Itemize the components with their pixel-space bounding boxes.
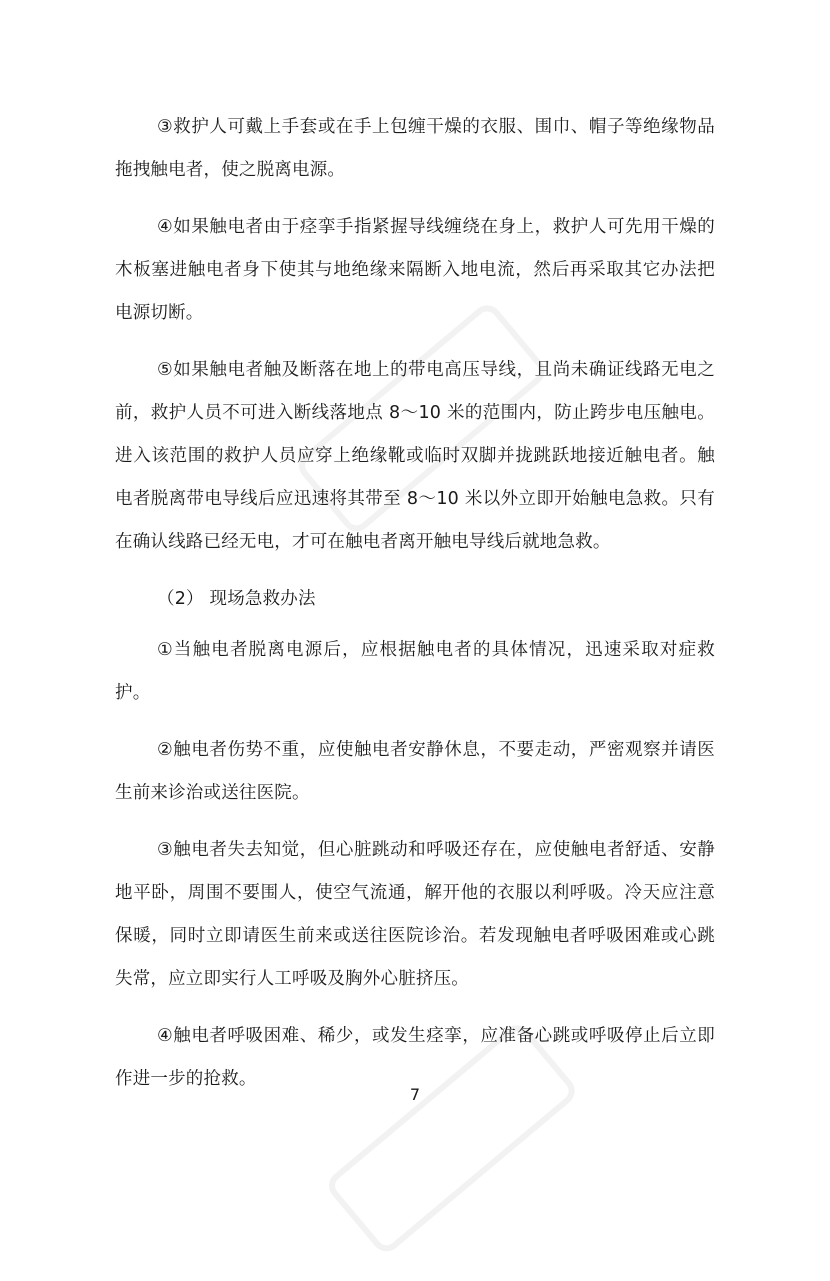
paragraph-rescue-high-voltage: ⑤如果触电者触及断落在地上的带电高压导线，且尚未确证线路无电之前，救护人员不可进入断线落地点 8～10 米的范围内，防止跨步电压触电。进入该范围的救护人员应穿上绝缘靴或临时双脚并拢跳跃地接近触电者。触电者脱离带电导线后应迅速将其带至 8～10 米以外立即开始触电急救。只有在确认线路已经无电，才可在触电者离开触电导线后就地急救。 <box>115 360 715 552</box>
paragraph-rescue-spasm: ④如果触电者由于痉挛手指紧握导线缠绕在身上，救护人可先用干燥的木板塞进触电者身下使其与地绝缘来隔断入地电流，然后再采取其它办法把电源切断。 <box>115 217 715 323</box>
paragraph-rescue-insulation: ③救护人可戴上手套或在手上包缠干燥的衣服、围巾、帽子等绝缘物品拖拽触电者，使之脱离电源。 <box>115 117 715 180</box>
paragraph-first-aid-4: ④触电者呼吸困难、稀少，或发生痉挛，应准备心跳或呼吸停止后立即作进一步的抢救。 <box>115 1026 715 1089</box>
document-body <box>115 106 715 1115</box>
paragraph-first-aid-1: ①当触电者脱离电源后，应根据触电者的具体情况，迅速采取对症救护。 <box>115 640 715 703</box>
section-heading-first-aid: （2） 现场急救办法 <box>157 589 316 609</box>
paragraph-first-aid-2: ②触电者伤势不重，应使触电者安静休息，不要走动，严密观察并请医生前来诊治或送往医院。 <box>115 740 715 803</box>
paragraph-first-aid-3: ③触电者失去知觉，但心脏跳动和呼吸还存在，应使触电者舒适、安静地平卧，周围不要围人，使空气流通，解开他的衣服以利呼吸。冷天应注意保暖，同时立即请医生前来或送往医院诊治。若发现触电者呼吸困难或心跳失常，应立即实行人工呼吸及胸外心脏挤压。 <box>115 840 715 989</box>
page-number: 7 <box>409 1085 421 1104</box>
